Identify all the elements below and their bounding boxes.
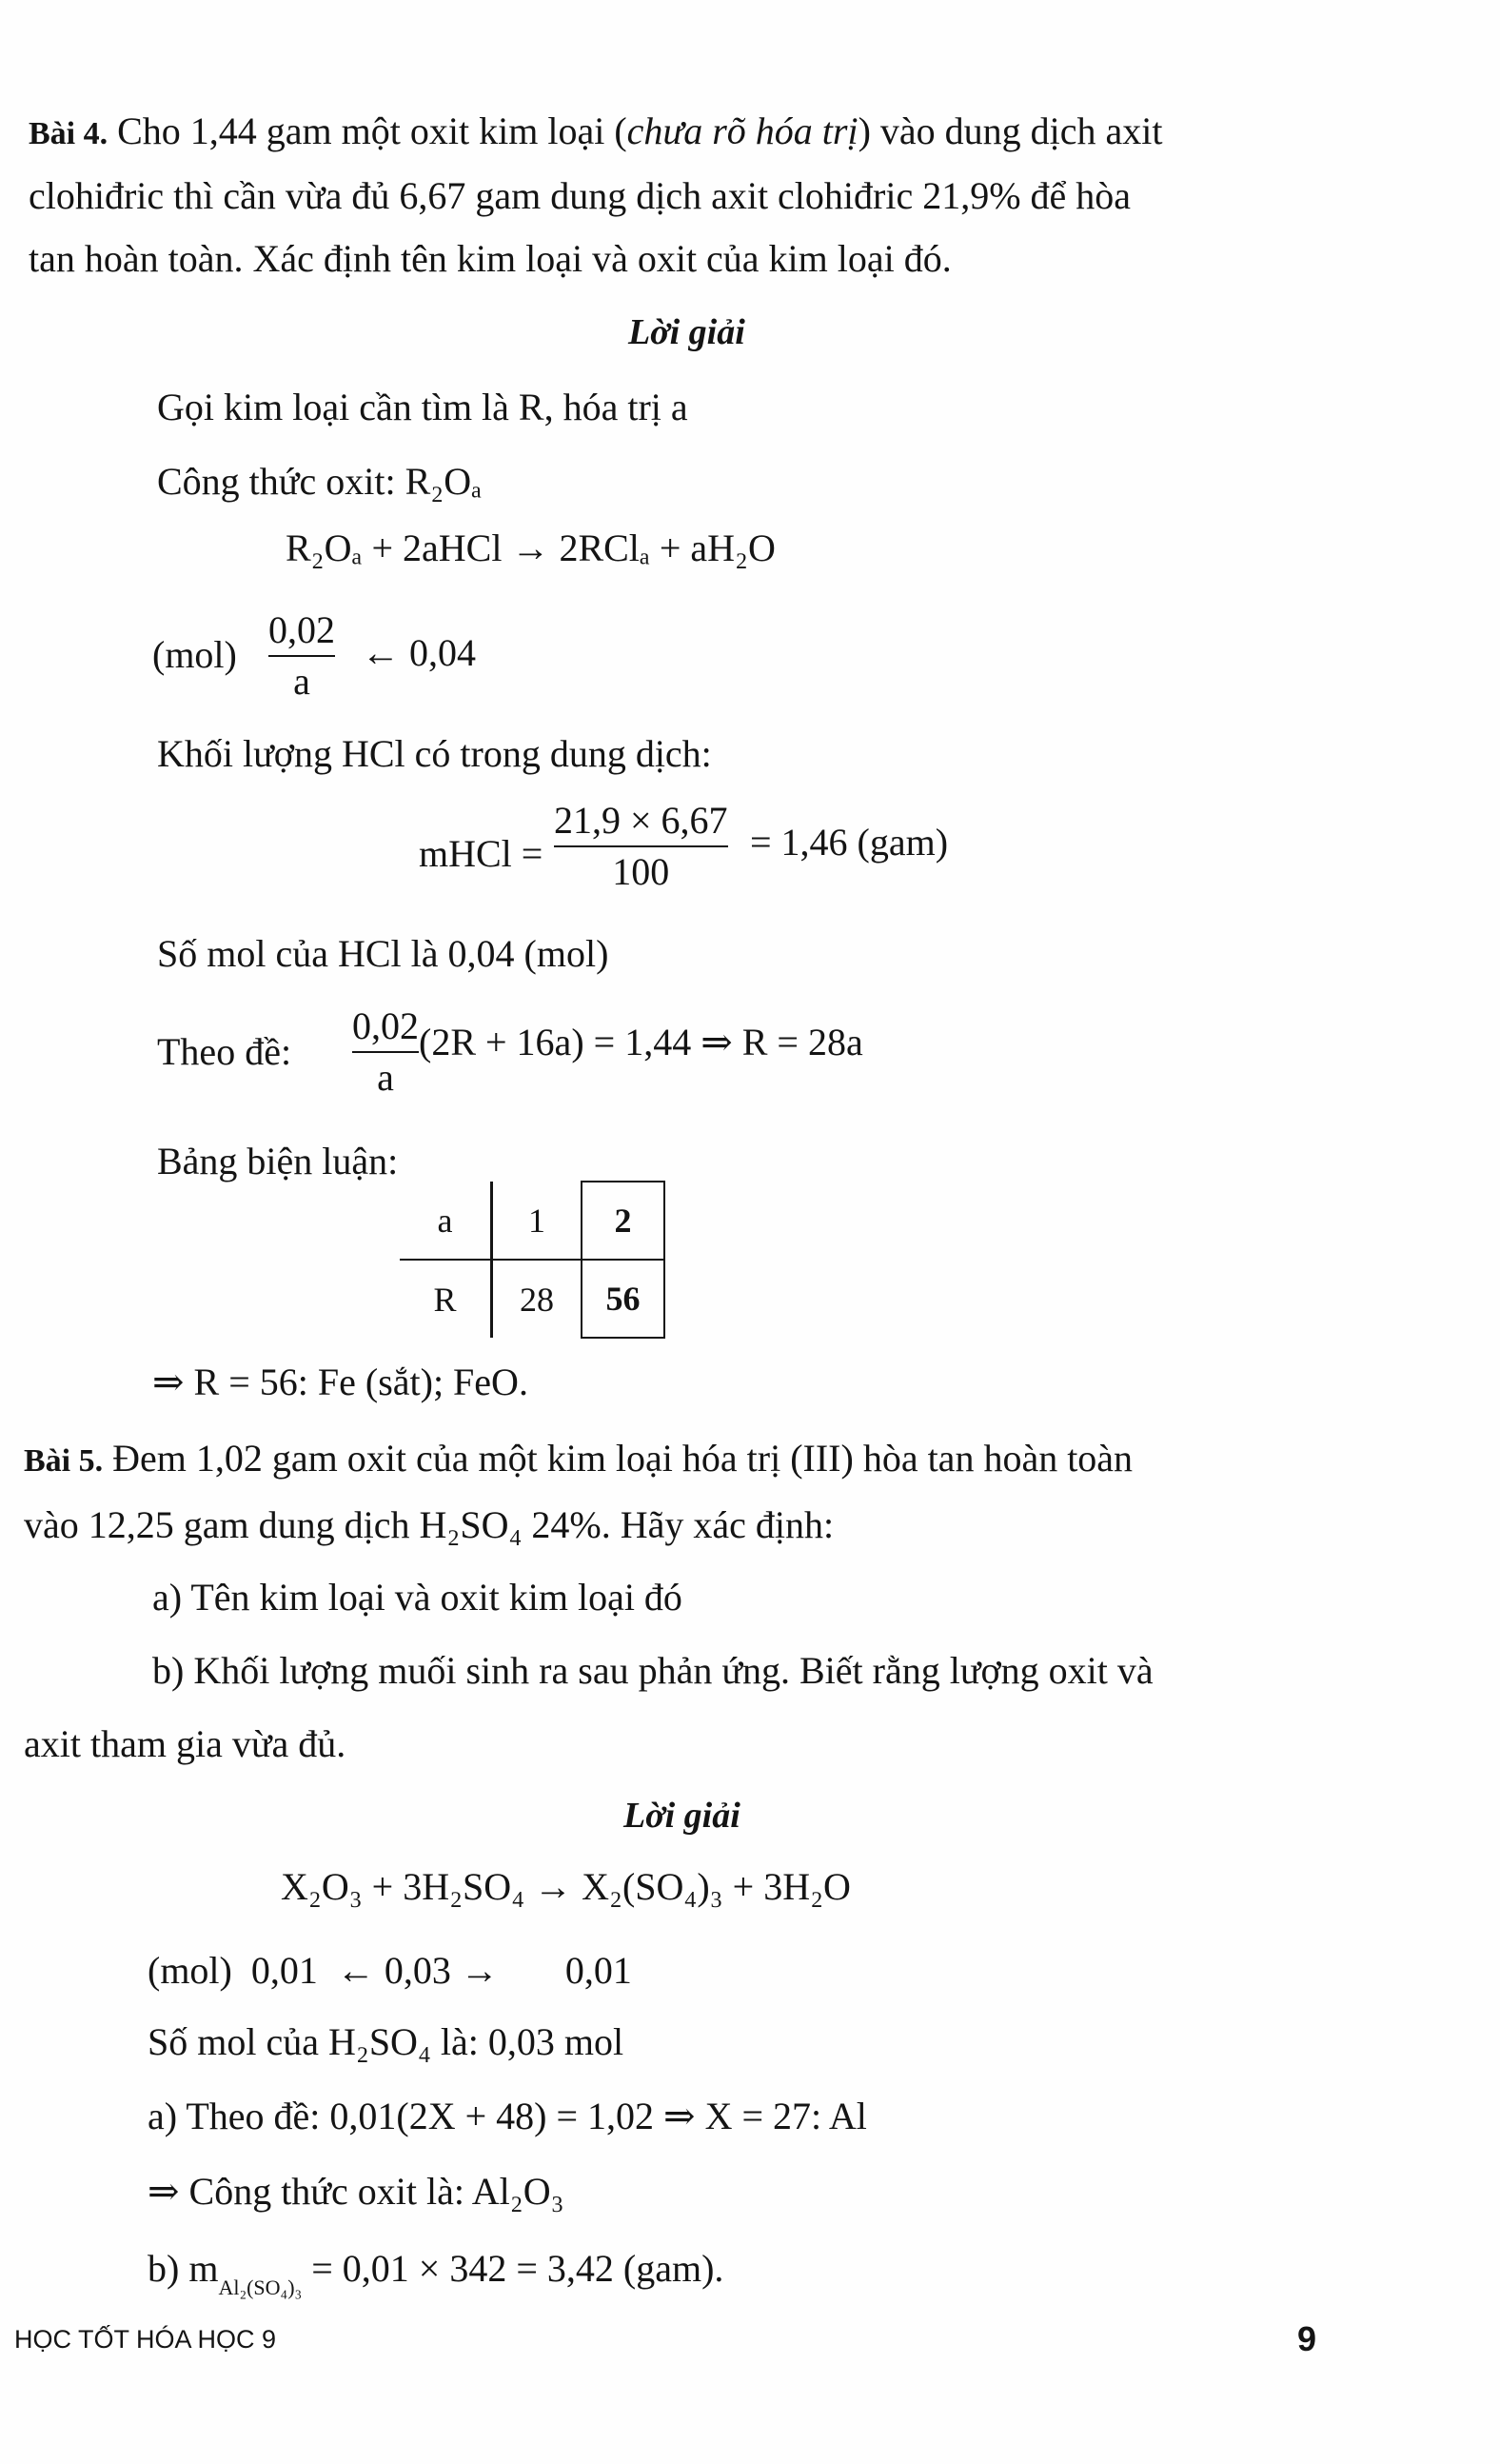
- fraction-mol-4: 0,02 a: [268, 608, 335, 703]
- theo-de-equation-4: (2R + 16a) = 1,44 ⇒ R = 28a: [419, 1021, 863, 1063]
- solution-4-step-4: Số mol của HCl là 0,04 (mol): [157, 932, 609, 975]
- solution-4-step-3: Khối lượng HCl có trong dung dịch:: [157, 732, 712, 775]
- table-cell: 28: [520, 1280, 554, 1319]
- fraction-mass-hcl: 21,9 × 6,67 100: [554, 799, 728, 893]
- mol-line-5: (mol) 0,01 ← 0,03 → 0,01: [148, 1949, 632, 1992]
- reaction-4: R₂Oₐ + 2aHCl → 2RClₐ + aH₂O: [286, 527, 776, 569]
- solution-5-step-2: a) Theo đề: 0,01(2X + 48) = 1,02 ⇒ X = 27: Al: [148, 2095, 867, 2137]
- table-title: Bảng biện luận:: [157, 1140, 399, 1182]
- table-cell: 1: [492, 1182, 582, 1260]
- solution-heading-5: Lời giải: [623, 1796, 740, 1836]
- problem-4-line-2: clohiđric thì cần vừa đủ 6,67 gam dung dịch axit clohiđric 21,9% để hòa: [29, 174, 1132, 217]
- problem-5-line-1: Bài 5. Đem 1,02 gam oxit của một kim loại hóa trị (III) hòa tan hoàn toàn: [24, 1437, 1134, 1480]
- solution-heading-4: Lời giải: [628, 312, 745, 352]
- table-cell: a: [400, 1182, 492, 1260]
- problem-5-line-2: vào 12,25 gam dung dịch H₂SO₄ 24%. Hãy xác định:: [24, 1503, 835, 1546]
- solution-4-step-2: Công thức oxit: R₂Oₐ: [157, 460, 483, 503]
- solution-5-step-4: b) $m_{Al_2(SO_4)_3} = 0,01 \times 342 = 3,42$ (gam).: [148, 2247, 724, 2299]
- problem-4-line-1: Bài 4. Cho 1,44 gam một oxit kim loại (chưa rõ hóa trị) vào dung dịch axit: [29, 109, 1163, 152]
- table-cell: R: [400, 1260, 492, 1338]
- reaction-5: X₂O₃ + 3H₂SO₄ → X₂(SO₄)₃ + 3H₂O: [281, 1865, 851, 1908]
- table-row: [400, 1182, 664, 1260]
- question-5b: b) Khối lượng muối sinh ra sau phản ứng. Biết rằng lượng oxit và: [152, 1649, 1154, 1692]
- book-title: HỌC TỐT HÓA HỌC 9: [14, 2325, 277, 2354]
- solution-5-step-3: ⇒ Công thức oxit là: Al₂O₃: [148, 2170, 564, 2213]
- valence-table: [400, 1181, 665, 1339]
- fraction-theo-de-4: 0,02 a: [352, 1004, 419, 1099]
- table-cell-highlight: 56: [582, 1260, 664, 1338]
- theo-de-label-4: Theo đề:: [157, 1030, 292, 1073]
- mol-label-4: (mol): [152, 633, 237, 676]
- table-row: [400, 1260, 664, 1338]
- problem-4-label: Bài 4.: [29, 116, 109, 151]
- mass-hcl-result: = 1,46 (gam): [750, 821, 949, 864]
- mass-hcl-label: mHCl =: [419, 832, 543, 875]
- solution-4-step-1: Gọi kim loại cần tìm là R, hóa trị a: [157, 386, 688, 428]
- mol-rest-4: ← 0,04: [362, 631, 476, 674]
- problem-5-label: Bài 5.: [24, 1443, 104, 1479]
- table-cell-highlight: 2: [582, 1182, 664, 1260]
- solution-5-step-1: Số mol của H₂SO₄ là: 0,03 mol: [148, 2020, 624, 2063]
- conclusion-4: ⇒ R = 56: Fe (sắt); FeO.: [152, 1361, 528, 1403]
- problem-4-line-3: tan hoàn toàn. Xác định tên kim loại và oxit của kim loại đó.: [29, 237, 952, 280]
- question-5b-cont: axit tham gia vừa đủ.: [24, 1722, 346, 1765]
- page-number: 9: [1297, 2319, 1317, 2358]
- question-5a: a) Tên kim loại và oxit kim loại đó: [152, 1576, 682, 1619]
